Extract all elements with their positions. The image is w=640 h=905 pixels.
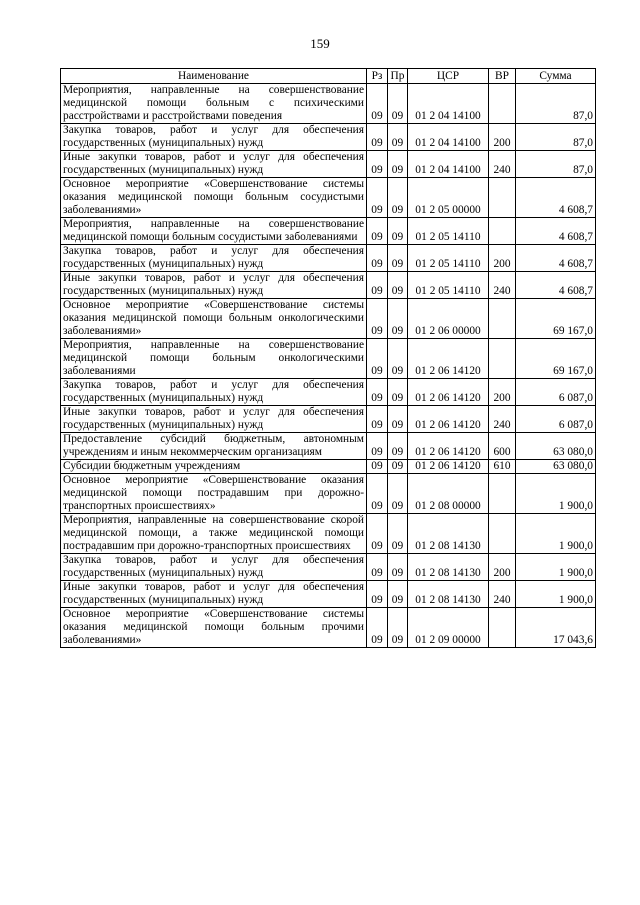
row-sum: 87,0 <box>516 124 596 151</box>
header-sum: Сумма <box>516 69 596 84</box>
table-row <box>61 124 596 151</box>
table-body <box>61 84 596 648</box>
row-rz: 09 <box>367 581 388 608</box>
row-pr: 09 <box>388 554 408 581</box>
row-vr: 600 <box>489 433 516 460</box>
row-sum: 1 900,0 <box>516 474 596 514</box>
row-vr: 200 <box>489 554 516 581</box>
row-name: Основное мероприятие «Совершенствование оказания медицинской помощи пострадавшим при дорожно-транспортных происшествиях» <box>61 474 367 514</box>
row-vr: 200 <box>489 124 516 151</box>
row-name: Закупка товаров, работ и услуг для обеспечения государственных (муниципальных) нужд <box>61 554 367 581</box>
row-rz: 09 <box>367 124 388 151</box>
row-csr: 01 2 06 14120 <box>408 460 489 474</box>
table-row <box>61 554 596 581</box>
row-name: Субсидии бюджетным учреждениям <box>61 460 367 474</box>
row-sum: 69 167,0 <box>516 299 596 339</box>
header-row <box>61 69 596 84</box>
row-csr: 01 2 04 14100 <box>408 124 489 151</box>
row-pr: 09 <box>388 178 408 218</box>
row-pr: 09 <box>388 460 408 474</box>
row-sum: 4 608,7 <box>516 272 596 299</box>
row-rz: 09 <box>367 218 388 245</box>
row-name: Закупка товаров, работ и услуг для обеспечения государственных (муниципальных) нужд <box>61 245 367 272</box>
row-pr: 09 <box>388 339 408 379</box>
row-name: Основное мероприятие «Совершенствование системы оказания медицинской помощи больным сосудистыми заболеваниями» <box>61 178 367 218</box>
row-rz: 09 <box>367 245 388 272</box>
row-rz: 09 <box>367 406 388 433</box>
row-sum: 87,0 <box>516 151 596 178</box>
table-row <box>61 84 596 124</box>
row-sum: 63 080,0 <box>516 433 596 460</box>
row-csr: 01 2 06 14120 <box>408 379 489 406</box>
row-pr: 09 <box>388 84 408 124</box>
row-csr: 01 2 08 14130 <box>408 554 489 581</box>
row-pr: 09 <box>388 608 408 648</box>
row-rz: 09 <box>367 608 388 648</box>
row-csr: 01 2 04 14100 <box>408 151 489 178</box>
table-row <box>61 581 596 608</box>
row-pr: 09 <box>388 379 408 406</box>
table-header <box>61 69 596 84</box>
row-vr: 200 <box>489 379 516 406</box>
table-row <box>61 514 596 554</box>
row-vr: 240 <box>489 406 516 433</box>
row-sum: 17 043,6 <box>516 608 596 648</box>
row-name: Закупка товаров, работ и услуг для обеспечения государственных (муниципальных) нужд <box>61 124 367 151</box>
row-sum: 69 167,0 <box>516 339 596 379</box>
row-rz: 09 <box>367 272 388 299</box>
row-name: Иные закупки товаров, работ и услуг для обеспечения государственных (муниципальных) нужд <box>61 406 367 433</box>
row-sum: 6 087,0 <box>516 379 596 406</box>
row-rz: 09 <box>367 554 388 581</box>
table-row <box>61 245 596 272</box>
header-pr: Пр <box>388 69 408 84</box>
row-name: Иные закупки товаров, работ и услуг для обеспечения государственных (муниципальных) нужд <box>61 272 367 299</box>
row-csr: 01 2 05 00000 <box>408 178 489 218</box>
table-row <box>61 433 596 460</box>
table-row <box>61 299 596 339</box>
row-csr: 01 2 06 14120 <box>408 406 489 433</box>
row-rz: 09 <box>367 433 388 460</box>
row-pr: 09 <box>388 474 408 514</box>
row-sum: 1 900,0 <box>516 581 596 608</box>
row-pr: 09 <box>388 272 408 299</box>
row-pr: 09 <box>388 151 408 178</box>
row-csr: 01 2 06 14120 <box>408 433 489 460</box>
row-name: Иные закупки товаров, работ и услуг для обеспечения государственных (муниципальных) нужд <box>61 581 367 608</box>
header-vr: ВР <box>489 69 516 84</box>
page-number: 159 <box>310 36 330 51</box>
row-csr: 01 2 09 00000 <box>408 608 489 648</box>
row-name: Мероприятия, направленные на совершенствование медицинской помощи больным с психическими расстройствами и расстройствами поведения <box>61 84 367 124</box>
row-pr: 09 <box>388 299 408 339</box>
row-rz: 09 <box>367 379 388 406</box>
table-row <box>61 272 596 299</box>
row-name: Мероприятия, направленные на совершенствование скорой медицинской помощи, а также медицинской помощи пострадавшим при дорожно-транспортных происшествиях <box>61 514 367 554</box>
row-pr: 09 <box>388 406 408 433</box>
table-row <box>61 474 596 514</box>
row-pr: 09 <box>388 514 408 554</box>
row-name: Мероприятия, направленные на совершенствование медицинской помощи больным сосудистыми заболеваниями <box>61 218 367 245</box>
row-csr: 01 2 06 14120 <box>408 339 489 379</box>
table-row <box>61 379 596 406</box>
row-sum: 4 608,7 <box>516 178 596 218</box>
row-vr <box>489 218 516 245</box>
row-pr: 09 <box>388 433 408 460</box>
row-name: Основное мероприятие «Совершенствование системы оказания медицинской помощи больным онкологическими заболеваниями» <box>61 299 367 339</box>
row-rz: 09 <box>367 474 388 514</box>
header-csr: ЦСР <box>408 69 489 84</box>
row-vr: 610 <box>489 460 516 474</box>
row-csr: 01 2 05 14110 <box>408 272 489 299</box>
row-name: Предоставление субсидий бюджетным, автономным учреждениям и иным некоммерческим организациям <box>61 433 367 460</box>
table-row <box>61 460 596 474</box>
table-row <box>61 608 596 648</box>
row-name: Основное мероприятие «Совершенствование системы оказания медицинской помощи больным прочими заболеваниями» <box>61 608 367 648</box>
table-row <box>61 406 596 433</box>
row-vr <box>489 84 516 124</box>
row-csr: 01 2 05 14110 <box>408 245 489 272</box>
row-rz: 09 <box>367 84 388 124</box>
row-vr <box>489 178 516 218</box>
row-sum: 4 608,7 <box>516 245 596 272</box>
row-sum: 1 900,0 <box>516 514 596 554</box>
row-vr: 240 <box>489 581 516 608</box>
row-csr: 01 2 08 14130 <box>408 581 489 608</box>
row-rz: 09 <box>367 514 388 554</box>
row-name: Закупка товаров, работ и услуг для обеспечения государственных (муниципальных) нужд <box>61 379 367 406</box>
row-csr: 01 2 04 14100 <box>408 84 489 124</box>
row-rz: 09 <box>367 299 388 339</box>
row-vr: 200 <box>489 245 516 272</box>
row-rz: 09 <box>367 460 388 474</box>
row-csr: 01 2 06 00000 <box>408 299 489 339</box>
row-csr: 01 2 08 14130 <box>408 514 489 554</box>
row-vr <box>489 608 516 648</box>
header-name: Наименование <box>61 69 367 84</box>
row-csr: 01 2 05 14110 <box>408 218 489 245</box>
row-vr: 240 <box>489 151 516 178</box>
row-sum: 87,0 <box>516 84 596 124</box>
row-pr: 09 <box>388 124 408 151</box>
row-vr: 240 <box>489 272 516 299</box>
table-row <box>61 339 596 379</box>
row-vr <box>489 299 516 339</box>
row-sum: 4 608,7 <box>516 218 596 245</box>
row-pr: 09 <box>388 218 408 245</box>
row-sum: 6 087,0 <box>516 406 596 433</box>
row-vr <box>489 514 516 554</box>
row-sum: 1 900,0 <box>516 554 596 581</box>
row-vr <box>489 474 516 514</box>
row-pr: 09 <box>388 245 408 272</box>
header-rz: Рз <box>367 69 388 84</box>
row-vr <box>489 339 516 379</box>
table-row <box>61 151 596 178</box>
row-name: Иные закупки товаров, работ и услуг для обеспечения государственных (муниципальных) нужд <box>61 151 367 178</box>
row-csr: 01 2 08 00000 <box>408 474 489 514</box>
row-rz: 09 <box>367 339 388 379</box>
row-rz: 09 <box>367 178 388 218</box>
row-name: Мероприятия, направленные на совершенствование медицинской помощи больным онкологическими заболеваниями <box>61 339 367 379</box>
row-rz: 09 <box>367 151 388 178</box>
table-row <box>61 218 596 245</box>
budget-table <box>60 68 596 648</box>
table-row <box>61 178 596 218</box>
row-pr: 09 <box>388 581 408 608</box>
row-sum: 63 080,0 <box>516 460 596 474</box>
